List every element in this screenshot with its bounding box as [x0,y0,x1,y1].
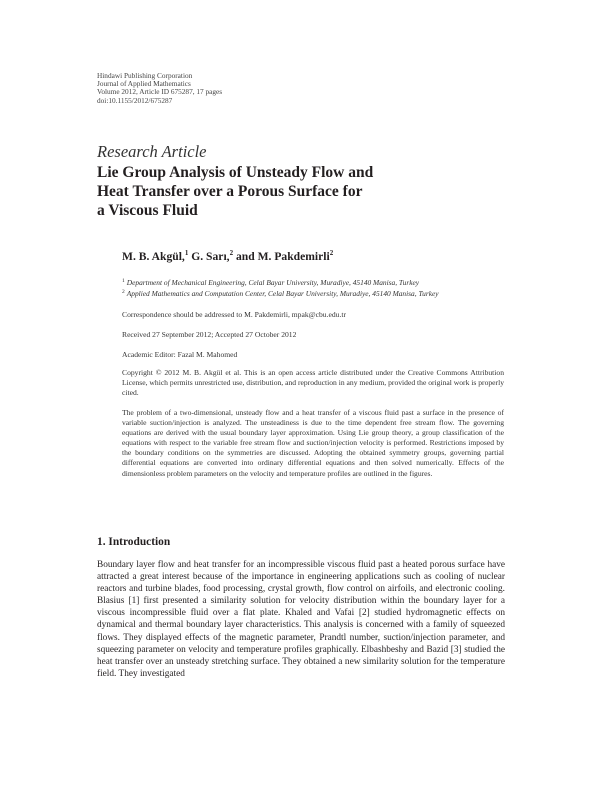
affiliations [122,277,439,299]
journal-header [97,72,222,105]
affiliation-item [122,288,439,299]
author-list [122,250,333,263]
title-line: Heat Transfer over a Porous Surface for [97,183,363,200]
volume-line: Volume 2012, Article ID 675287, 17 pages [97,87,223,97]
affiliation-marker: 2 [329,249,334,257]
title-line: Lie Group Analysis of Unsteady Flow and [97,164,374,181]
dates-line: Received 27 September 2012; Accepted 27 October 2012 [122,330,297,339]
author-name: M. B. Akgül, [122,250,185,263]
affiliation-marker: 1 [184,249,189,257]
introduction-body: Boundary layer flow and heat transfer for an incompressible viscous fluid past a heated porous surface have attracted a great interest because of the importance in engineering applications such as cooling of nuclear reactors and turbine blades, food processing, crystal growth, flow control on airfoils, and electronic cooling. Blasius [1] first presented a similarity solution for velocity distribution within the boundary layer for a viscous incompressible fluid over a flat plate. Khaled and Vafai [2] studied hydromagnetic effects on dynamical and thermal boundary layer characteristics. This analysis is concerned with a family of squeezed flows. They displayed effects of the magnetic parameter, Prandtl number, suction/injection parameter, and squeezing parameter on velocity and temperature profiles graphically. Elbashbeshy and Bazid [3] studied the heat transfer over an unsteady stretching surface. They obtained a new similarity solution for the temperature field. They investigated [97,560,505,679]
journal-name: Journal of Applied Mathematics [97,79,191,89]
copyright-notice: Copyright © 2012 M. B. Akgül et al. This is an open access article distributed under the Creative Commons Attribution License, which permits unrestricted use, distribution, and reproduction in any medium, provided the original work is properly cited. [122,368,504,398]
paper-title [97,163,437,220]
correspondence-line: Correspondence should be addressed to M. Pakdemirli, mpak@cbu.edu.tr [122,310,346,319]
affiliation-text: Department of Mechanical Engineering, Celal Bayar University, Muradiye, 45140 Manisa, Turkey [126,278,420,287]
affiliation-number: 1 [122,278,125,284]
author-name: M. Pakdemirli [257,250,330,263]
author-name: G. Sarı, [191,250,230,263]
author-conjunction: and [235,250,255,263]
affiliation-marker: 2 [229,249,234,257]
article-type: Research Article [97,142,207,161]
doi-line: doi:10.1155/2012/675287 [97,95,173,105]
publisher-line: Hindawi Publishing Corporation [97,71,193,80]
abstract-text: The problem of a two-dimensional, unsteady flow and a heat transfer of a viscous fluid past a surface in the presence of variable suction/injection is analyzed. The unsteadiness is due to the time dependent free stream flow. The governing equations are derived with the usual boundary layer approximation. Using Lie group theory, a group classification of the equations with respect to the variable free stream flow and suction/injection velocity is performed. Restrictions imposed by the boundary conditions on the symmetries are discussed. Adopting the obtained symmetry groups, governing partial differential equations are converted into ordinary differential equations and then solved numerically. Effects of the dimensionless problem parameters on the velocity and temperature profiles are outlined in the figures. [122,408,504,478]
affiliation-text: Applied Mathematics and Computation Center, Celal Bayar University, Muradiye, 45140 Manisa, Turkey [126,289,439,298]
affiliation-number: 2 [122,289,125,295]
affiliation-item [122,277,439,288]
editor-line: Academic Editor: Fazal M. Mahomed [122,350,238,359]
title-line: a Viscous Fluid [97,202,198,219]
section-heading: 1. Introduction [97,536,171,548]
